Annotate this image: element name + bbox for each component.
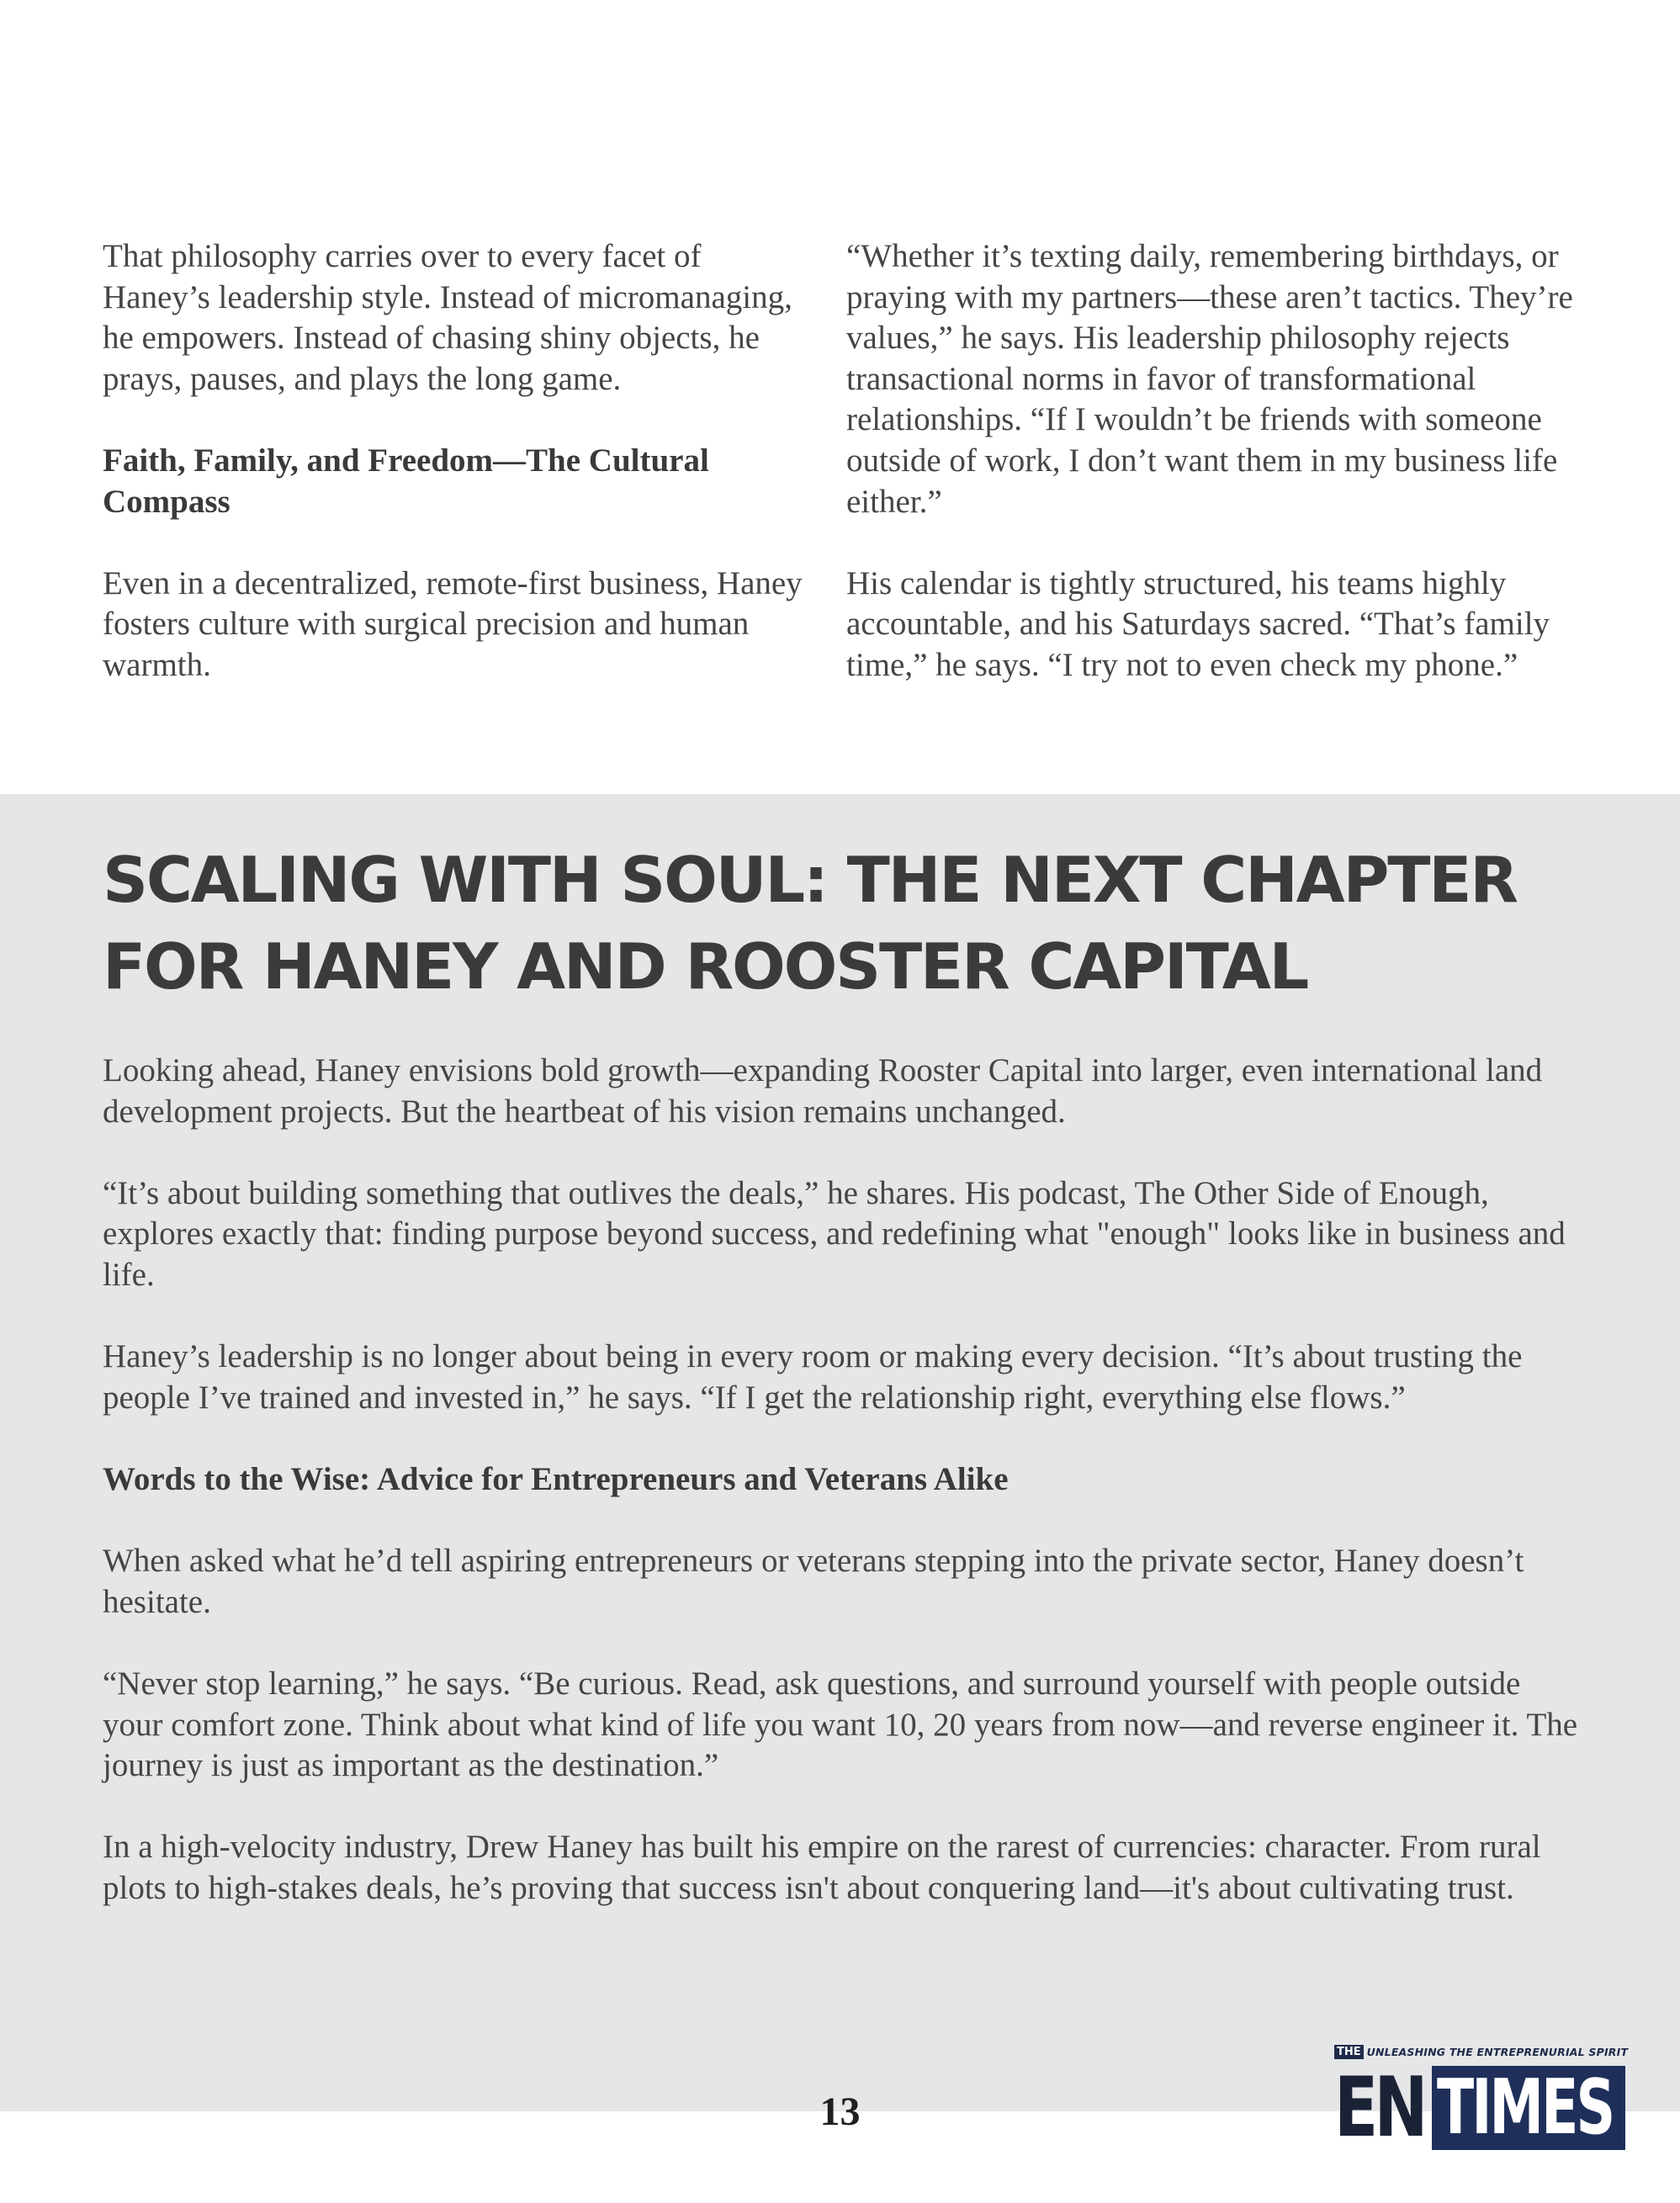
left-paragraph-1: That philosophy carries over to every facet of Haney’s leadership style. Instead of micromanaging, he empowers. Instead of chasing shiny objects, he prays, pauses, and plays the long game. [103,238,792,397]
top-two-column-text [103,236,1578,686]
feature-paragraph-3: Haney’s leadership is no longer about being in every room or making every decision. “It’s about trusting the people I’ve trained and invested in,” he says. “If I get the relationship right, everything else flows.” [103,1338,1523,1416]
logo-wordmark [1334,2060,1634,2156]
logo-times: TIMES [1437,2066,1614,2150]
left-subheading: Faith, Family, and Freedom—The Cultural Compass [103,442,709,520]
section-title: SCALING WITH SOUL: THE NEXT CHAPTER FOR HANEY AND ROOSTER CAPITAL [103,843,1517,1004]
logo-tagline: UNLEASHING THE ENTREPRENURIAL SPIRIT [1366,2045,1629,2058]
feature-subheading: Words to the Wise: Advice for Entrepreneurs and Veterans Alike [103,1460,1009,1497]
feature-paragraph-5: “Never stop learning,” he says. “Be curious. Read, ask questions, and surround yourself with people outside your comfort zone. Think about what kind of life you want 10, 20 years from now—and reverse engineer it. The journey is just as important as the destination.” [103,1665,1578,1784]
feature-paragraph-2: “It’s about building something that outlives the deals,” he shares. His podcast, The Other Side of Enough, explores exactly that: finding purpose beyond success, and redefining what "enough" looks like in business and life. [103,1174,1566,1293]
left-column [103,236,814,686]
right-column [846,236,1578,686]
left-paragraph-2: Even in a decentralized, remote-first business, Haney fosters culture with surgical precision and human warmth. [103,564,803,683]
right-paragraph-2: His calendar is tightly structured, his teams highly accountable, and his Saturdays sacred. “That’s family time,” he says. “I try not to even check my phone.” [846,564,1550,683]
logo-the: THE [1334,2045,1364,2059]
page-number: 13 [819,2089,861,2134]
en-times-logo [1334,2042,1634,2160]
logo-top-row [1334,2042,1634,2061]
right-paragraph-1: “Whether it’s texting daily, remembering birthdays, or praying with my partners—these aren’t tactics. They’re values,” he says. His leadership philosophy rejects transactional norms in favor of transformational relationships. “If I wouldn’t be friends with someone outside of work, I don’t want them in my business life either.” [846,238,1573,520]
logo-times-box [1432,2066,1625,2150]
logo-en: EN [1334,2060,1424,2156]
feature-paragraph-6: In a high-velocity industry, Drew Haney has built his empire on the rarest of currencies: character. From rural plots to high-stakes deals, he’s proving that success isn't about conquering land—it's about cultivating trust. [103,1829,1541,1906]
feature-paragraph-1: Looking ahead, Haney envisions bold growth—expanding Rooster Capital into larger, even international land development projects. But the heartbeat of his vision remains unchanged. [103,1052,1543,1130]
feature-body [103,1051,1583,1950]
feature-paragraph-4: When asked what he’d tell aspiring entrepreneurs or veterans stepping into the private sector, Haney doesn’t hesitate. [103,1543,1524,1620]
